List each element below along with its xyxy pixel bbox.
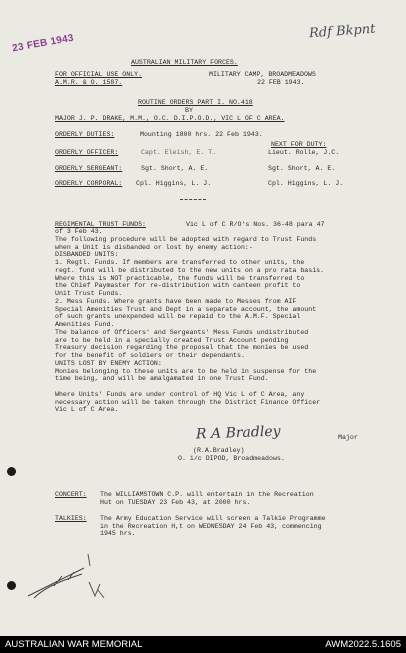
orderly-corporal-next: Cpl. Higgins, L. J.: [268, 180, 344, 187]
official-use-line: FOR OFFICIAL USE ONLY.: [55, 71, 143, 78]
orders-author: MAJOR J. P. DRAKE, M.M., O.C. D.I.P.O.D., VIC L OF C AREA.: [55, 115, 285, 122]
concert-label: CONCERT:: [55, 491, 87, 498]
body-line: Amenities Fund.: [55, 321, 115, 328]
body-line: Where Units' Funds are under control of HQ Vic L of C Area, any: [55, 391, 305, 398]
talkies-label: TALKIES:: [55, 515, 87, 522]
body-line: The balance of Officers' and Sergeants' Mess Funds undistributed: [55, 329, 309, 336]
body-line: Special Amenities Trust and Dept in a separate account, the amount: [55, 306, 317, 313]
talkies-line: in the Recreation H,t on WEDNESDAY 24 Feb 43, commencing: [100, 523, 322, 530]
body-line: 1. Regtl. Funds. If members are transferred to other units, the: [55, 259, 305, 266]
orderly-duties-label: ORDERLY DUTIES:: [55, 131, 115, 138]
concert-line: The WILLIAMSTOWN C.P. will entertain in the Recreation: [100, 491, 314, 498]
camp-location: MILITARY CAMP, BROADMEADOWS: [209, 71, 316, 78]
punch-hole-top: [7, 467, 16, 476]
orderly-sergeant-label: ORDERLY SERGEANT:: [55, 165, 123, 172]
signature-rank: Major: [338, 434, 358, 441]
orderly-officer-label: ORDERLY OFFICER:: [55, 149, 119, 156]
orderly-sergeant-value: Sgt. Short, A. E.: [141, 165, 209, 172]
body-line: Vic L of C Area.: [55, 406, 119, 413]
footer-accession: AWM2022.5.1605: [325, 639, 401, 650]
orderly-officer-value: Capt. Eleish, E. T.: [141, 149, 217, 156]
date-stamp: 23 FEB 1943: [11, 32, 75, 55]
body-line: necessary action will be taken through the District Finance Officer: [55, 399, 321, 406]
orderly-sergeant-next: Sgt. Short, A. E.: [268, 165, 336, 172]
orders-title: ROUTINE ORDERS PART I. NO.418: [138, 99, 253, 106]
body-line: for the benefit of soldiers or their dependants.: [55, 352, 245, 359]
punch-hole-bottom: [7, 581, 16, 590]
orderly-corporal-label: ORDERLY CORPORAL:: [55, 180, 123, 187]
amr-reference: A.M.R. & O. 1587.: [55, 79, 123, 86]
body-line: Treasury decision regarding the proposal that the monies be used: [55, 344, 309, 351]
talkies-line: The Army Education Service will screen a Talkie Programme: [100, 515, 326, 522]
handwritten-note: Rdf Bkpnt: [308, 21, 376, 42]
section-divider: [180, 199, 206, 200]
document-title: AUSTRALIAN MILITARY FORCES.: [131, 59, 238, 66]
handwritten-signature: R A Bradley: [195, 423, 281, 443]
body-line: time being, and will be amalgamated in one Trust Fund.: [55, 375, 269, 382]
body-line: are to be held in a specially created Trust Account pending: [55, 337, 289, 344]
body-line: regt. fund will be distributed to the new units on a pro rata basis.: [55, 267, 325, 274]
body-line: DISBANDED UNITS:: [55, 251, 119, 258]
trust-funds-label: REGIMENTAL TRUST FUNDS:: [55, 221, 147, 228]
body-line: 2. Mess Funds. Where grants have been made to Messes from AIF: [55, 298, 297, 305]
signature-name: (R.A.Bradley): [193, 447, 245, 454]
footer-institution: AUSTRALIAN WAR MEMORIAL: [5, 639, 143, 650]
orderly-duties-mounting: Mounting 1800 hrs. 22 Feb 1943.: [140, 131, 263, 138]
orderly-corporal-value: Cpl. Higgins, L. J.: [136, 180, 212, 187]
body-line: Unit Trust Funds.: [55, 290, 123, 297]
orders-by: BY: [185, 107, 193, 114]
body-line: of such grants unexpended will be repaid to the A.M.F. Special: [55, 313, 301, 320]
issue-date: 22 FEB 1943.: [257, 79, 305, 86]
body-line: Monies belonging to these units are to be held in suspense for the: [55, 368, 317, 375]
body-line: of 3 Feb 43.: [55, 228, 103, 235]
body-line: Vic L of C R/O's Nos. 36-48 para 47: [186, 221, 325, 228]
talkies-line: 1945 hrs.: [100, 530, 136, 537]
archive-footer: [0, 636, 406, 653]
body-line: when a Unit is disbanded or lost by enemy action:-: [55, 244, 253, 251]
body-line: the Chief Paymaster for re-distribution with canteen profit to: [55, 282, 301, 289]
signature-unit: O. i/c DIPOD, Broadmeadows.: [178, 455, 285, 462]
concert-line: Hut on TUESDAY 23 Feb 43, at 2000 hrs.: [100, 499, 251, 506]
pencil-initials: [86, 578, 106, 600]
body-line: Where this is NOT practicable, the funds will be transferred to: [55, 275, 305, 282]
next-for-duty-label: NEXT FOR DUTY:: [271, 141, 327, 148]
body-line: UNITS LOST BY ENEMY ACTION:: [55, 360, 162, 367]
body-line: The following procedure will be adopted with regard to Trust Funds: [55, 236, 317, 243]
orderly-officer-next: Lieut. Rolle, J.C.: [268, 149, 340, 156]
